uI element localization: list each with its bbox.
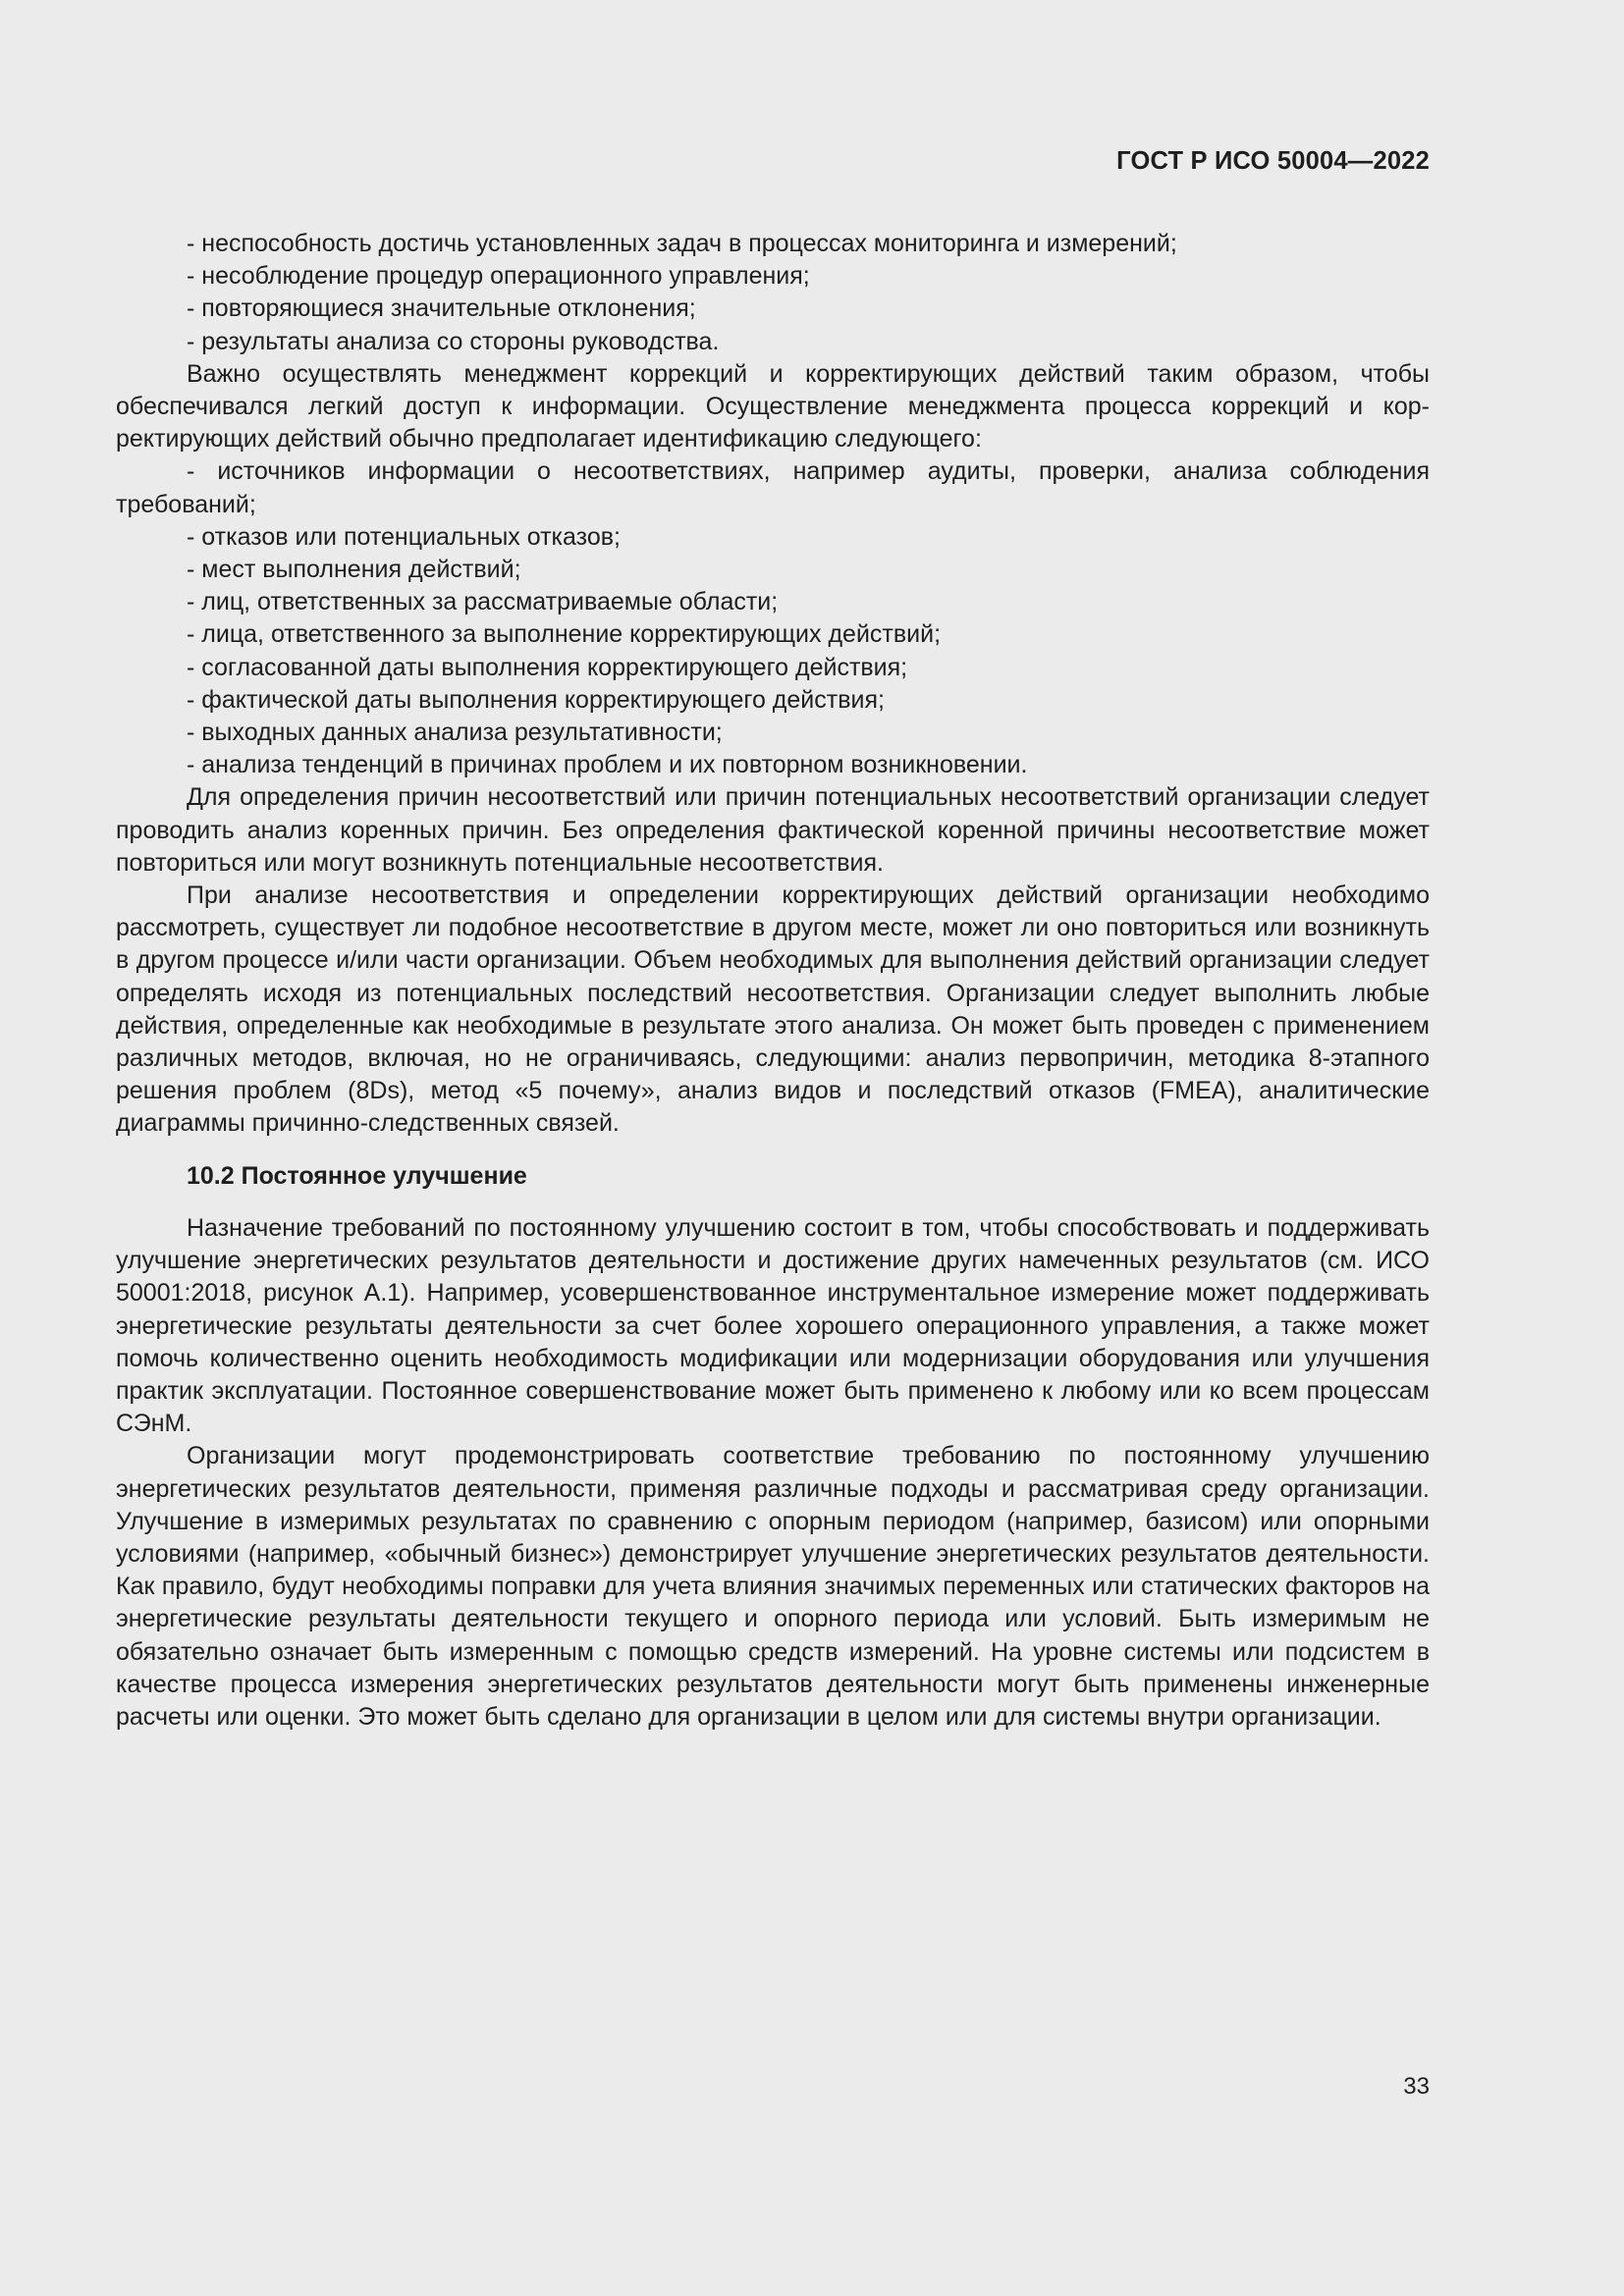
document-code-header: ГОСТ Р ИСО 50004—2022 [1116,147,1430,175]
list-item: - несоблюдение процедур операционного управления; [187,262,810,291]
list-item: - результаты анализа со стороны руководства. [187,327,720,355]
document-body [116,228,1430,1734]
paragraph: При анализе несоответствия и определении корректирующих действий организации необходимо рассмотреть, существует ли подобное несоответствие в другом месте, может ли оно повториться или возникнуть в другом процессе и/или части организации. Объем необходимых для выполнения действий организации следует определять исходя из потенциальных последствий несоответствия. Организации следует выполнить любые действия, определенные как необходимые в результате этого анализа. Он может быть проведен с применением различных методов, включая, но не ограничиваясь, следующими: анализ первопричин, методика 8-этапного решения проблем (8Ds), метод «5 почему», анализ видов и последствий отказов (FMEA), аналитические диаграммы причинно-следственных связей. [116,881,1430,1138]
list-item: - лиц, ответственных за рассматриваемые области; [187,588,779,616]
paragraph: Для определения причин несоответствий или причин потенциальных несоответствий организации следует проводить анализ коренных причин. Без определения фактической коренной причины несоответствие может повториться или могут возникнуть потенциальные несоответствия. [116,783,1430,877]
section-heading: 10.2 Постоянное улучшение [187,1161,527,1190]
list-item: - источников информации о несоответствиях, например аудиты, проверки, анализа соблюдения требований; [116,457,1430,518]
page-number: 33 [1403,2073,1430,2100]
list-item: - согласованной даты выполнения корректирующего действия; [187,653,908,681]
list-item: - повторяющиеся значительные отклонения; [187,294,696,323]
list-item: - лица, ответственного за выполнение корректирующих действий; [187,620,942,649]
list-item: - анализа тенденций в причинах проблем и их повторном возникновении. [187,751,1028,779]
paragraph: Назначение требований по постоянному улучшению состоит в том, чтобы способствовать и поддерживать улучшение энергетических результатов деятельности и достижение других намеченных результатов (см. ИСО 50001:2018, рисунок А.1). Например, усовершенствованное инструментальное измерение может поддерживать энергетические результаты деятельности за счет более хорошего операционного управления, а также может помочь количественно оценить необходимость модификации или модернизации оборудования или улучшения практик эксплуатации. Постоянное совершенствование может быть применено к любому или ко всем процессам СЭнМ. [116,1213,1430,1438]
list-item: - мест выполнения действий; [187,556,521,584]
paragraph: Важно осуществлять менеджмент коррекций и корректирующих действий таким образом, чтобы обеспечивался легкий доступ к информации. Осуществление менеджмента процесса коррекций и корректирующих действий обычно предполагает идентификацию следующего: [116,359,1430,454]
list-item: - выходных данных анализа результативности; [187,719,723,747]
list-item: - неспособность достичь установленных задач в процессах мониторинга и измерений; [187,230,1177,257]
list-item: - отказов или потенциальных отказов; [187,522,621,551]
paragraph: Организации могут продемонстрировать соответствие требованию по постоянному улучшению энергетических результатов деятельности, применяя различные подходы и рассматривая среду организации. Улучшение в измеримых результатах по сравнению с опорным периодом (например, базисом) или опорными условиями (например, «обычный бизнес») демонстрирует улучшение энергетических результатов деятельности. Как правило, будут необходимы поправки для учета влияния значимых переменных или статических факторов на энергетические результаты деятельности текущего и опорного периода или условий. Быть измеримым не обязательно означает быть измеренным с помощью средств измерений. На уровне системы или подсистем в качестве процесса измерения энергетических результатов деятельности могут быть применены инженерные расчеты или оценки. Это может быть сделано для организации в целом или для системы внутри организации. [116,1442,1430,1731]
list-item: - фактической даты выполнения корректирующего действия; [187,685,885,714]
